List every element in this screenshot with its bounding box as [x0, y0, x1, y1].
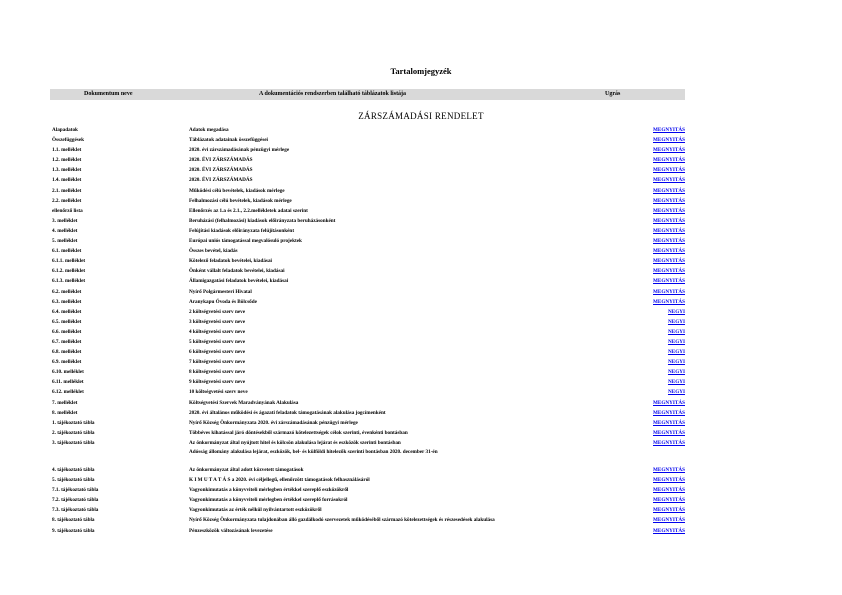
table-row: [52, 307, 685, 317]
row-description: 6 költségvetési szerv neve: [189, 349, 246, 356]
table-row: [52, 196, 685, 206]
row-description: Összes bevétel, kiadás: [189, 248, 238, 255]
row-open-link[interactable]: MEGNYITÁS: [653, 127, 685, 133]
row-open-link[interactable]: MEGNYITÁS: [653, 147, 685, 154]
table-row: [52, 387, 685, 397]
table-row: [52, 256, 685, 266]
header-jump: Ugrás: [605, 91, 621, 97]
row-document-name: 9. tájékoztató tábla: [52, 527, 95, 534]
row-document-name: 8. tájékoztató tábla: [52, 517, 95, 524]
row-document-name: 6.12. melléklet: [52, 389, 84, 396]
table-row: [52, 465, 685, 475]
row-description: Európai uniós támogatással megvalósuló projektek: [189, 238, 302, 245]
row-document-name: 6.3. melléklet: [52, 298, 82, 305]
table-row: [52, 186, 685, 196]
row-document-name: Alapadatok: [52, 127, 78, 133]
row-description: Aranykapu Óvoda és Bölcsőde: [189, 298, 257, 305]
row-open-link[interactable]: MEGNYITÁS: [653, 527, 685, 534]
table-of-contents: [52, 125, 685, 536]
table-row: [52, 246, 685, 256]
row-document-name: 6.1.3. melléklet: [52, 278, 86, 285]
header-table-list: A dokumentációs rendszerben található táblázatok listája: [259, 91, 407, 97]
row-open-link[interactable]: MEGNYITÁS: [653, 268, 685, 275]
row-description: 5 költségvetési szerv neve: [189, 338, 246, 345]
table-row: [52, 327, 685, 337]
row-open-link[interactable]: MEGNYITÁS: [653, 248, 685, 255]
row-description: Államigazgatási feladatok bevételei, kiadásai: [189, 278, 289, 285]
row-description: 3 költségvetési szerv neve: [189, 318, 246, 325]
row-open-link[interactable]: NEGYI: [667, 349, 685, 356]
row-document-name: 2. tájékoztató tábla: [52, 429, 95, 436]
row-open-link[interactable]: NEGYI: [667, 389, 685, 396]
row-document-name: 6.8. melléklet: [52, 349, 82, 356]
row-document-name: 4. tájékoztató tábla: [52, 467, 95, 473]
table-row: [52, 448, 685, 465]
table-row: [52, 428, 685, 438]
row-document-name: 6.9. melléklet: [52, 359, 82, 366]
table-row: [52, 287, 685, 297]
row-document-name: 6.1.2. melléklet: [52, 268, 86, 275]
table-row: [52, 337, 685, 347]
row-description: 2020. évi zárszámadásának pénzügyi mérlege: [189, 147, 290, 154]
row-open-link[interactable]: MEGNYITÁS: [653, 258, 685, 265]
row-open-link[interactable]: MEGNYITÁS: [653, 187, 685, 194]
row-document-name: 4. melléklet: [52, 227, 78, 234]
row-description: Táblázatok adatainak összefüggései: [189, 137, 268, 144]
row-description: Nyírő Község Önkormányzata tulajdonában álló gazdálkodó szervezetek működéséből származó kötelezettségek és részesedések alakulása: [189, 517, 495, 524]
table-row: [52, 276, 685, 286]
row-document-name: 1.4. melléklet: [52, 177, 82, 184]
row-open-link[interactable]: MEGNYITÁS: [653, 497, 685, 504]
row-description: 2020. ÉVI ZÁRSZÁMADÁS: [189, 167, 253, 174]
row-open-link[interactable]: MEGNYITÁS: [653, 517, 685, 524]
row-description: Működési célú bevételek, kiadások mérlege: [189, 187, 285, 194]
row-description: Az önkormányzat által nyújtott hitel és kölcsön alakulása lejárat és eszközök szerinti bontásban: [189, 439, 401, 446]
row-document-name: 7.1. tájékoztató tábla: [52, 487, 99, 494]
row-description: Vagyonkimutatás a könyvviteli mérlegben értékkel szereplő eszközökről: [189, 487, 349, 494]
row-document-name: 2.1. melléklet: [52, 187, 82, 194]
table-row: [52, 145, 685, 155]
row-description: Többéves kihatással járó döntésekből származó kötelezettségek célok szerinti, évenkénti bontásban: [189, 429, 408, 436]
row-description: 7 költségvetési szerv neve: [189, 359, 246, 366]
table-row: [52, 125, 685, 135]
row-open-link[interactable]: MEGNYITÁS: [653, 137, 685, 144]
row-description: 2020. évi általános működési és ágazati feladatok támogatásának alakulása jogcímenként: [189, 409, 386, 416]
table-row: [52, 175, 685, 185]
row-document-name: 1.2. melléklet: [52, 157, 82, 164]
table-row: [52, 408, 685, 418]
table-row: [52, 165, 685, 175]
row-open-link[interactable]: NEGYI: [667, 328, 685, 335]
table-row: [52, 206, 685, 216]
row-description: 8 költségvetési szerv neve: [189, 369, 246, 376]
table-row: [52, 505, 685, 515]
row-description: Adósság állomány alakulása lejárat, eszközök, bel- és külföldi hitelezők szerinti bontásban 2020. december 31-én: [189, 449, 438, 455]
row-description: Önként vállalt feladatok bevételei, kiadásai: [189, 268, 285, 275]
table-row: [52, 485, 685, 495]
table-row: [52, 438, 685, 448]
row-description: K I M U T A T Á S a 2020. évi céljellegű, ellenőrzött támogatások felhasználásáról: [189, 477, 370, 484]
table-row: [52, 495, 685, 505]
row-open-link[interactable]: MEGNYITÁS: [653, 288, 685, 295]
table-row: [52, 398, 685, 408]
row-open-link[interactable]: MEGNYITÁS: [653, 419, 685, 426]
table-row: [52, 515, 685, 525]
table-row: [52, 297, 685, 307]
table-row: [52, 226, 685, 236]
row-description: Vagyonkimutatás a könyvviteli mérlegben értékkel szereplő forrásokról: [189, 497, 348, 504]
row-document-name: 3. melléklet: [52, 217, 78, 224]
row-document-name: 5. melléklet: [52, 238, 78, 245]
row-open-link[interactable]: MEGNYITÁS: [653, 227, 685, 234]
row-description: Beruházási (felhalmozási) kiadások előirányzata beruházásonként: [189, 217, 336, 224]
row-description: 4 költségvetési szerv neve: [189, 328, 246, 335]
table-row: [52, 155, 685, 165]
page-title: Tartalomjegyzék: [390, 66, 452, 76]
row-document-name: 6.2. melléklet: [52, 288, 82, 295]
row-description: Felújítási kiadások előirányzata felújításonként: [189, 227, 295, 234]
table-row: [52, 367, 685, 377]
row-document-name: ellenőrző lista: [52, 207, 83, 214]
row-document-name: 7.2. tájékoztató tábla: [52, 497, 99, 504]
row-document-name: 3. tájékoztató tábla: [52, 439, 95, 446]
row-document-name: 1.1. melléklet: [52, 147, 82, 154]
table-row: [52, 377, 685, 387]
row-description: Pénzeszközök változásának levezetése: [189, 527, 273, 534]
row-document-name: 6.4. melléklet: [52, 308, 82, 315]
row-open-link[interactable]: MEGNYITÁS: [653, 278, 685, 285]
row-open-link[interactable]: MEGNYITÁS: [653, 217, 685, 224]
row-open-link[interactable]: MEGNYITÁS: [653, 409, 685, 416]
row-description: 9 költségvetési szerv neve: [189, 379, 246, 386]
row-document-name: 1. tájékoztató tábla: [52, 419, 95, 426]
section-title: ZÁRSZÁMADÁSI RENDELET: [358, 111, 484, 121]
row-description: Adatok megadása: [189, 127, 229, 133]
row-document-name: 6.10. melléklet: [52, 369, 84, 376]
table-row: [52, 357, 685, 367]
table-row: [52, 317, 685, 327]
row-open-link[interactable]: MEGNYITÁS: [653, 177, 685, 184]
row-document-name: Összefüggések: [52, 137, 84, 144]
row-document-name: 1.3. melléklet: [52, 167, 82, 174]
table-header: [50, 89, 685, 100]
row-open-link[interactable]: MEGNYITÁS: [653, 167, 685, 174]
table-row: [52, 475, 685, 485]
row-description: Költségvetési Szervek Maradványának Alakulása: [189, 399, 299, 406]
row-document-name: 6.1. melléklet: [52, 248, 82, 255]
row-open-link[interactable]: MEGNYITÁS: [653, 399, 685, 406]
row-open-link[interactable]: NEGYI: [667, 369, 685, 376]
row-open-link[interactable]: MEGNYITÁS: [653, 507, 685, 514]
row-document-name: 5. tájékoztató tábla: [52, 477, 95, 484]
row-open-link[interactable]: MEGNYITÁS: [653, 157, 685, 164]
table-row: [52, 418, 685, 428]
table-row: [52, 135, 685, 145]
row-open-link[interactable]: NEGYI: [667, 308, 685, 315]
row-description: Felhalmozási célú bevételek, kiadások mérlege: [189, 197, 292, 204]
row-document-name: 6.7. melléklet: [52, 338, 82, 345]
row-description: Kötelező feladatok bevételei, kiadásai: [189, 258, 272, 265]
row-document-name: 6.6. melléklet: [52, 328, 82, 335]
row-document-name: 6.5. melléklet: [52, 318, 82, 325]
row-document-name: 6.11. melléklet: [52, 379, 84, 386]
row-open-link[interactable]: NEGYI: [667, 338, 685, 345]
row-description: Nyírő Község Önkormányzata 2020. évi zárszámadásának pénzügyi mérlege: [189, 419, 358, 426]
row-description: 2 költségvetési szerv neve: [189, 308, 246, 315]
row-description: 2020. ÉVI ZÁRSZÁMADÁS: [189, 157, 253, 164]
row-document-name: 8. melléklet: [52, 409, 78, 416]
row-description: Ellenőrzés az 1.a és 2.1., 2.2.mellékletek adatai szerint: [189, 207, 308, 214]
row-open-link[interactable]: MEGNYITÁS: [653, 197, 685, 204]
row-open-link[interactable]: MEGNYITÁS: [653, 238, 685, 245]
row-document-name: 7. melléklet: [52, 399, 78, 406]
row-open-link[interactable]: MEGNYITÁS: [653, 298, 685, 305]
row-open-link[interactable]: MEGNYITÁS: [653, 439, 685, 446]
row-description: 2020. ÉVI ZÁRSZÁMADÁS: [189, 177, 253, 184]
row-description: Az önkormányzat által adott közvetett támogatások: [189, 467, 304, 473]
row-open-link[interactable]: MEGNYITÁS: [653, 467, 685, 473]
table-row: [52, 266, 685, 276]
row-open-link[interactable]: NEGYI: [667, 318, 685, 325]
table-row: [52, 526, 685, 536]
row-open-link[interactable]: MEGNYITÁS: [653, 429, 685, 436]
row-description: 10 költségvetési szerv neve: [189, 389, 248, 396]
row-document-name: 2.2. melléklet: [52, 197, 82, 204]
table-row: [52, 216, 685, 226]
row-open-link[interactable]: MEGNYITÁS: [653, 487, 685, 494]
header-document-name: Dokumentum neve: [84, 91, 133, 97]
row-open-link[interactable]: NEGYI: [667, 379, 685, 386]
row-description: Nyírő Polgármesteri Hivatal: [189, 288, 252, 295]
row-document-name: 7.3. tájékoztató tábla: [52, 507, 99, 514]
row-open-link[interactable]: NEGYI: [667, 359, 685, 366]
table-row: [52, 347, 685, 357]
row-description: Vagyonkimutatás az érték nélkül nyilvántartott eszközökről: [189, 507, 322, 514]
row-document-name: 6.1.1. melléklet: [52, 258, 86, 265]
row-open-link[interactable]: MEGNYITÁS: [653, 477, 685, 484]
table-row: [52, 236, 685, 246]
row-open-link[interactable]: MEGNYITÁS: [653, 207, 685, 214]
